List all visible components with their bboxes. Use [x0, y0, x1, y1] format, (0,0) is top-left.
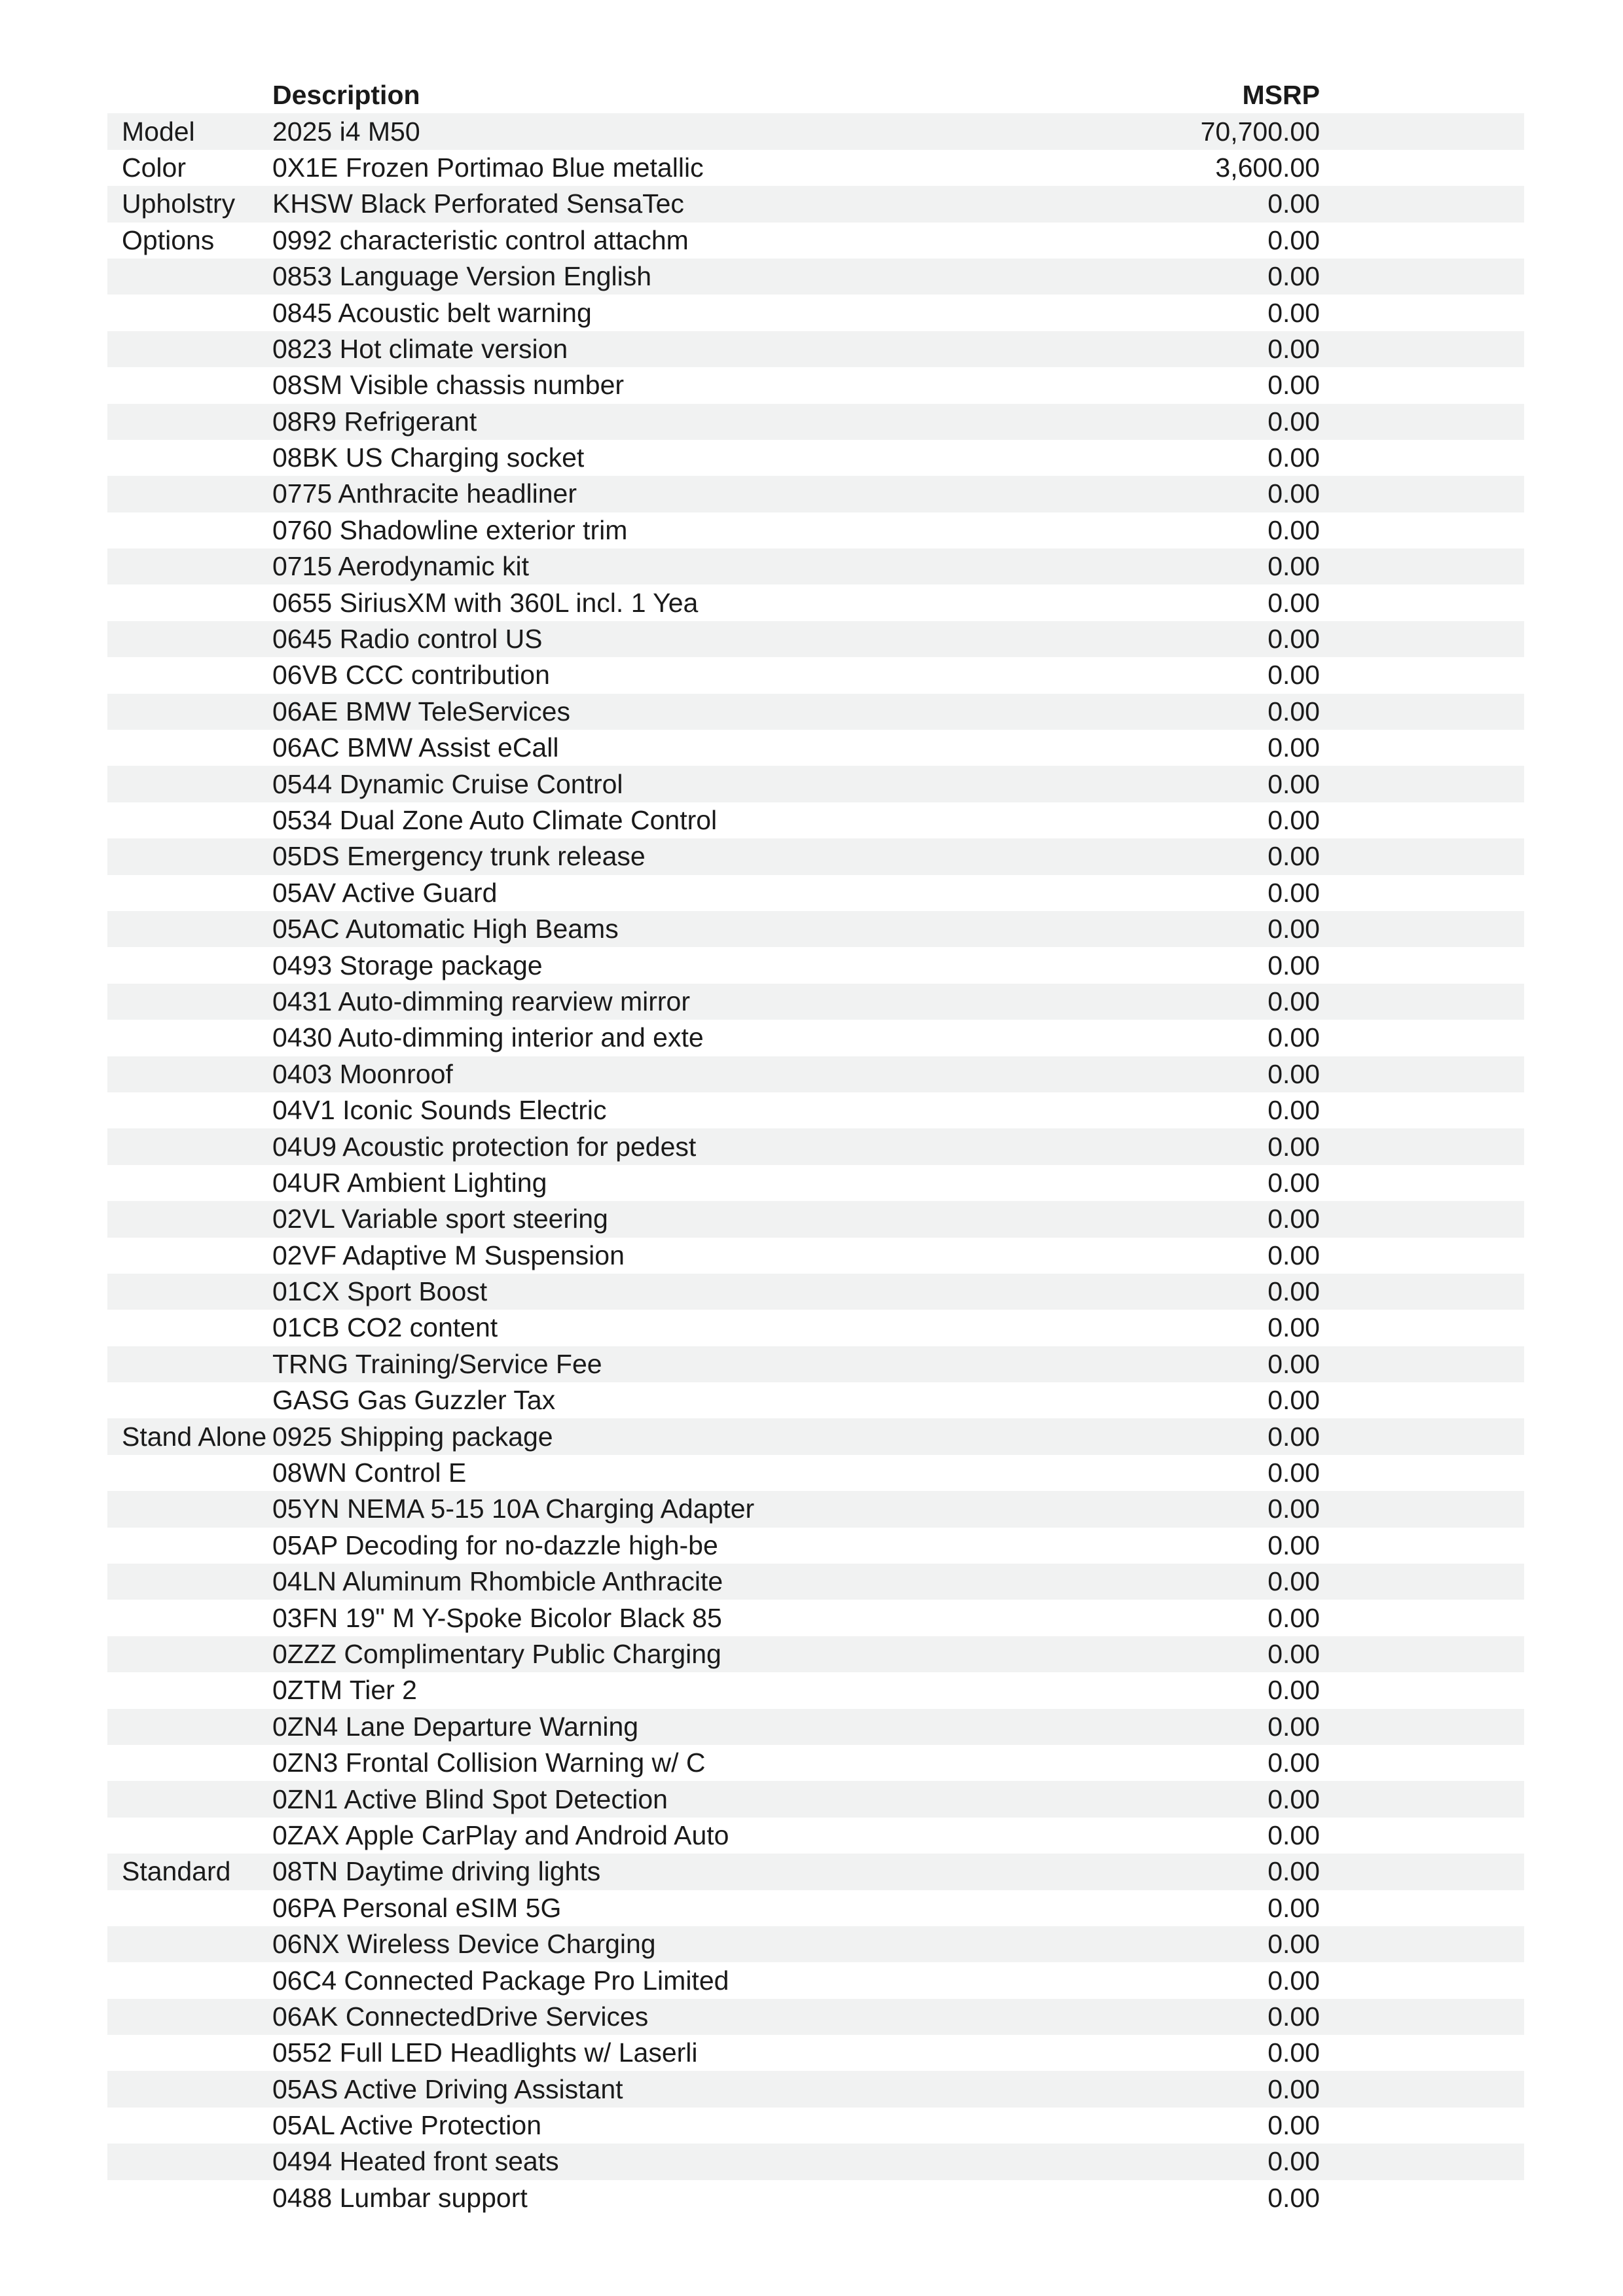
row-category: Stand Alone [122, 1421, 267, 1452]
row-msrp: 0.00 [1267, 1131, 1320, 1162]
row-msrp: 0.00 [1267, 1856, 1320, 1887]
row-category: Standard [122, 1856, 231, 1887]
row-msrp: 0.00 [1267, 2146, 1320, 2177]
row-description: 0ZTM Tier 2 [272, 1675, 417, 1706]
table-row [107, 947, 1524, 983]
row-msrp: 0.00 [1267, 1240, 1320, 1270]
row-description: 08WN Control E [272, 1458, 467, 1488]
table-row [107, 1600, 1524, 1636]
row-msrp: 0.00 [1267, 2182, 1320, 2213]
table-row [107, 1890, 1524, 1926]
row-msrp: 0.00 [1267, 1820, 1320, 1850]
row-msrp: 0.00 [1267, 224, 1320, 255]
row-msrp: 0.00 [1267, 1965, 1320, 1996]
row-description: 05DS Emergency trunk release [272, 841, 646, 872]
row-description: KHSW Black Perforated SensaTec [272, 188, 684, 219]
table-row [107, 1165, 1524, 1201]
table-row [107, 875, 1524, 911]
row-category: Model [122, 116, 195, 147]
row-msrp: 0.00 [1267, 696, 1320, 726]
row-msrp: 0.00 [1267, 1638, 1320, 1669]
table-row [107, 1382, 1524, 1418]
row-description: 05AL Active Protection [272, 2110, 542, 2141]
table-row [107, 1528, 1524, 1564]
row-description: 06C4 Connected Package Pro Limited [272, 1965, 729, 1996]
row-description: 0430 Auto-dimming interior and exte [272, 1022, 704, 1053]
row-description: 08R9 Refrigerant [272, 406, 477, 437]
row-description: 0494 Heated front seats [272, 2146, 559, 2177]
table-row [107, 1346, 1524, 1382]
table-row [107, 548, 1524, 584]
table-row [107, 186, 1524, 222]
row-description: TRNG Training/Service Fee [272, 1348, 602, 1379]
row-category: Options [122, 224, 215, 255]
row-msrp: 0.00 [1267, 188, 1320, 219]
row-description: 0715 Aerodynamic kit [272, 551, 530, 582]
row-description: 0ZZZ Complimentary Public Charging [272, 1638, 721, 1669]
header-description: Description [272, 80, 420, 111]
row-description: 0534 Dual Zone Auto Climate Control [272, 805, 718, 835]
row-msrp: 0.00 [1267, 1530, 1320, 1560]
row-msrp: 0.00 [1267, 587, 1320, 618]
row-msrp: 0.00 [1267, 877, 1320, 908]
row-msrp: 0.00 [1267, 768, 1320, 799]
row-description: 05AP Decoding for no-dazzle high-be [272, 1530, 718, 1560]
row-msrp: 0.00 [1267, 1167, 1320, 1198]
table-row [107, 1999, 1524, 2035]
row-msrp: 0.00 [1267, 1566, 1320, 1597]
row-category: Color [122, 152, 186, 183]
table-row [107, 440, 1524, 476]
row-msrp: 0.00 [1267, 2001, 1320, 2032]
row-msrp: 0.00 [1267, 624, 1320, 655]
table-row [107, 1092, 1524, 1128]
row-description: 01CX Sport Boost [272, 1276, 488, 1307]
row-description: 0544 Dynamic Cruise Control [272, 768, 623, 799]
table-row [107, 2071, 1524, 2107]
table-row [107, 1418, 1524, 1454]
row-msrp: 70,700.00 [1200, 116, 1320, 147]
row-description: 02VL Variable sport steering [272, 1204, 608, 1234]
row-msrp: 0.00 [1267, 551, 1320, 582]
row-description: 04V1 Iconic Sounds Electric [272, 1095, 607, 1126]
table-row [107, 1781, 1524, 1817]
row-msrp: 0.00 [1267, 1892, 1320, 1923]
row-description: 04LN Aluminum Rhombicle Anthracite [272, 1566, 723, 1597]
row-msrp: 0.00 [1267, 1276, 1320, 1307]
row-description: 04UR Ambient Lighting [272, 1167, 547, 1198]
row-description: 0655 SiriusXM with 360L incl. 1 Yea [272, 587, 699, 618]
row-description: 0992 characteristic control attachm [272, 224, 689, 255]
row-description: 0853 Language Version English [272, 261, 652, 292]
row-description: 0645 Radio control US [272, 624, 543, 655]
row-description: 0488 Lumbar support [272, 2182, 528, 2213]
table-body [107, 113, 1524, 2216]
table-row [107, 223, 1524, 259]
row-description: 0845 Acoustic belt warning [272, 297, 592, 328]
row-description: 0X1E Frozen Portimao Blue metallic [272, 152, 704, 183]
table-header [107, 77, 1524, 113]
table-row [107, 404, 1524, 440]
row-msrp: 0.00 [1267, 1748, 1320, 1778]
table-row [107, 766, 1524, 802]
row-msrp: 0.00 [1267, 841, 1320, 872]
table-row [107, 802, 1524, 838]
table-row [107, 1672, 1524, 1708]
row-description: 01CB CO2 content [272, 1312, 498, 1343]
table-row [107, 1274, 1524, 1310]
row-description: 05AS Active Driving Assistant [272, 2073, 623, 2104]
table-row [107, 1201, 1524, 1237]
row-msrp: 0.00 [1267, 660, 1320, 691]
table-row [107, 150, 1524, 186]
row-description: 04U9 Acoustic protection for pedest [272, 1131, 697, 1162]
row-msrp: 3,600.00 [1215, 152, 1320, 183]
header-msrp: MSRP [1242, 80, 1320, 111]
row-description: 06AC BMW Assist eCall [272, 732, 559, 763]
row-description: 05AV Active Guard [272, 877, 498, 908]
table-row [107, 911, 1524, 947]
row-msrp: 0.00 [1267, 1929, 1320, 1960]
table-row [107, 259, 1524, 295]
row-msrp: 0.00 [1267, 805, 1320, 835]
row-msrp: 0.00 [1267, 1385, 1320, 1416]
table-row [107, 621, 1524, 657]
row-msrp: 0.00 [1267, 478, 1320, 509]
row-description: 0823 Hot climate version [272, 333, 568, 364]
row-msrp: 0.00 [1267, 986, 1320, 1016]
row-msrp: 0.00 [1267, 1494, 1320, 1524]
price-sheet [107, 77, 1524, 2216]
row-msrp: 0.00 [1267, 1675, 1320, 1706]
table-row [107, 2180, 1524, 2216]
table-row [107, 295, 1524, 331]
row-msrp: 0.00 [1267, 261, 1320, 292]
row-msrp: 0.00 [1267, 914, 1320, 944]
row-description: 05YN NEMA 5-15 10A Charging Adapter [272, 1494, 755, 1524]
table-row [107, 1020, 1524, 1056]
table-row [107, 1709, 1524, 1745]
row-msrp: 0.00 [1267, 514, 1320, 545]
table-row [107, 1128, 1524, 1164]
table-row [107, 1310, 1524, 1346]
table-row [107, 331, 1524, 367]
row-description: 0760 Shadowline exterior trim [272, 514, 628, 545]
table-row [107, 1636, 1524, 1672]
table-row [107, 584, 1524, 620]
row-msrp: 0.00 [1267, 1204, 1320, 1234]
table-row [107, 367, 1524, 403]
table-row [107, 838, 1524, 874]
row-description: 08TN Daytime driving lights [272, 1856, 601, 1887]
row-msrp: 0.00 [1267, 1022, 1320, 1053]
row-description: 08BK US Charging socket [272, 442, 585, 473]
row-description: 06VB CCC contribution [272, 660, 550, 691]
table-row [107, 1238, 1524, 1274]
row-description: 0ZAX Apple CarPlay and Android Auto [272, 1820, 729, 1850]
row-msrp: 0.00 [1267, 297, 1320, 328]
row-description: 0ZN1 Active Blind Spot Detection [272, 1784, 668, 1814]
row-description: 0431 Auto-dimming rearview mirror [272, 986, 691, 1016]
row-description: 0775 Anthracite headliner [272, 478, 577, 509]
table-row [107, 984, 1524, 1020]
row-description: 05AC Automatic High Beams [272, 914, 619, 944]
row-description: 06AE BMW TeleServices [272, 696, 570, 726]
row-msrp: 0.00 [1267, 333, 1320, 364]
table-row [107, 1926, 1524, 1962]
row-description: 08SM Visible chassis number [272, 370, 625, 401]
row-description: 06NX Wireless Device Charging [272, 1929, 656, 1960]
row-description: 0ZN3 Frontal Collision Warning w/ C [272, 1748, 706, 1778]
table-row [107, 730, 1524, 766]
row-msrp: 0.00 [1267, 1312, 1320, 1343]
table-row [107, 1564, 1524, 1600]
row-msrp: 0.00 [1267, 1095, 1320, 1126]
row-msrp: 0.00 [1267, 1784, 1320, 1814]
row-description: 0403 Moonroof [272, 1058, 453, 1089]
row-description: 03FN 19" M Y-Spoke Bicolor Black 85 [272, 1602, 722, 1633]
table-row [107, 1455, 1524, 1491]
table-row [107, 694, 1524, 730]
row-description: 0493 Storage package [272, 950, 543, 980]
row-msrp: 0.00 [1267, 2110, 1320, 2141]
row-description: 02VF Adaptive M Suspension [272, 1240, 625, 1270]
row-description: 06PA Personal eSIM 5G [272, 1892, 562, 1923]
row-msrp: 0.00 [1267, 1458, 1320, 1488]
table-row [107, 2035, 1524, 2071]
row-msrp: 0.00 [1267, 950, 1320, 980]
row-description: 0552 Full LED Headlights w/ Laserli [272, 2037, 698, 2068]
row-msrp: 0.00 [1267, 1058, 1320, 1089]
row-description: 0ZN4 Lane Departure Warning [272, 1711, 639, 1742]
row-msrp: 0.00 [1267, 732, 1320, 763]
row-msrp: 0.00 [1267, 406, 1320, 437]
row-msrp: 0.00 [1267, 370, 1320, 401]
table-row [107, 476, 1524, 512]
row-description: 2025 i4 M50 [272, 116, 420, 147]
row-msrp: 0.00 [1267, 1421, 1320, 1452]
table-row [107, 1056, 1524, 1092]
table-row [107, 1962, 1524, 1998]
table-row [107, 113, 1524, 149]
table-row [107, 2144, 1524, 2179]
table-row [107, 2108, 1524, 2144]
row-msrp: 0.00 [1267, 2037, 1320, 2068]
table-row [107, 657, 1524, 693]
row-description: 0925 Shipping package [272, 1421, 553, 1452]
row-msrp: 0.00 [1267, 442, 1320, 473]
row-msrp: 0.00 [1267, 2073, 1320, 2104]
row-description: GASG Gas Guzzler Tax [272, 1385, 556, 1416]
table-row [107, 1854, 1524, 1890]
row-msrp: 0.00 [1267, 1711, 1320, 1742]
table-row [107, 1491, 1524, 1527]
table-row [107, 1818, 1524, 1854]
table-row [107, 1745, 1524, 1781]
table-row [107, 512, 1524, 548]
row-category: Upholstry [122, 188, 236, 219]
row-msrp: 0.00 [1267, 1602, 1320, 1633]
row-msrp: 0.00 [1267, 1348, 1320, 1379]
row-description: 06AK ConnectedDrive Services [272, 2001, 649, 2032]
